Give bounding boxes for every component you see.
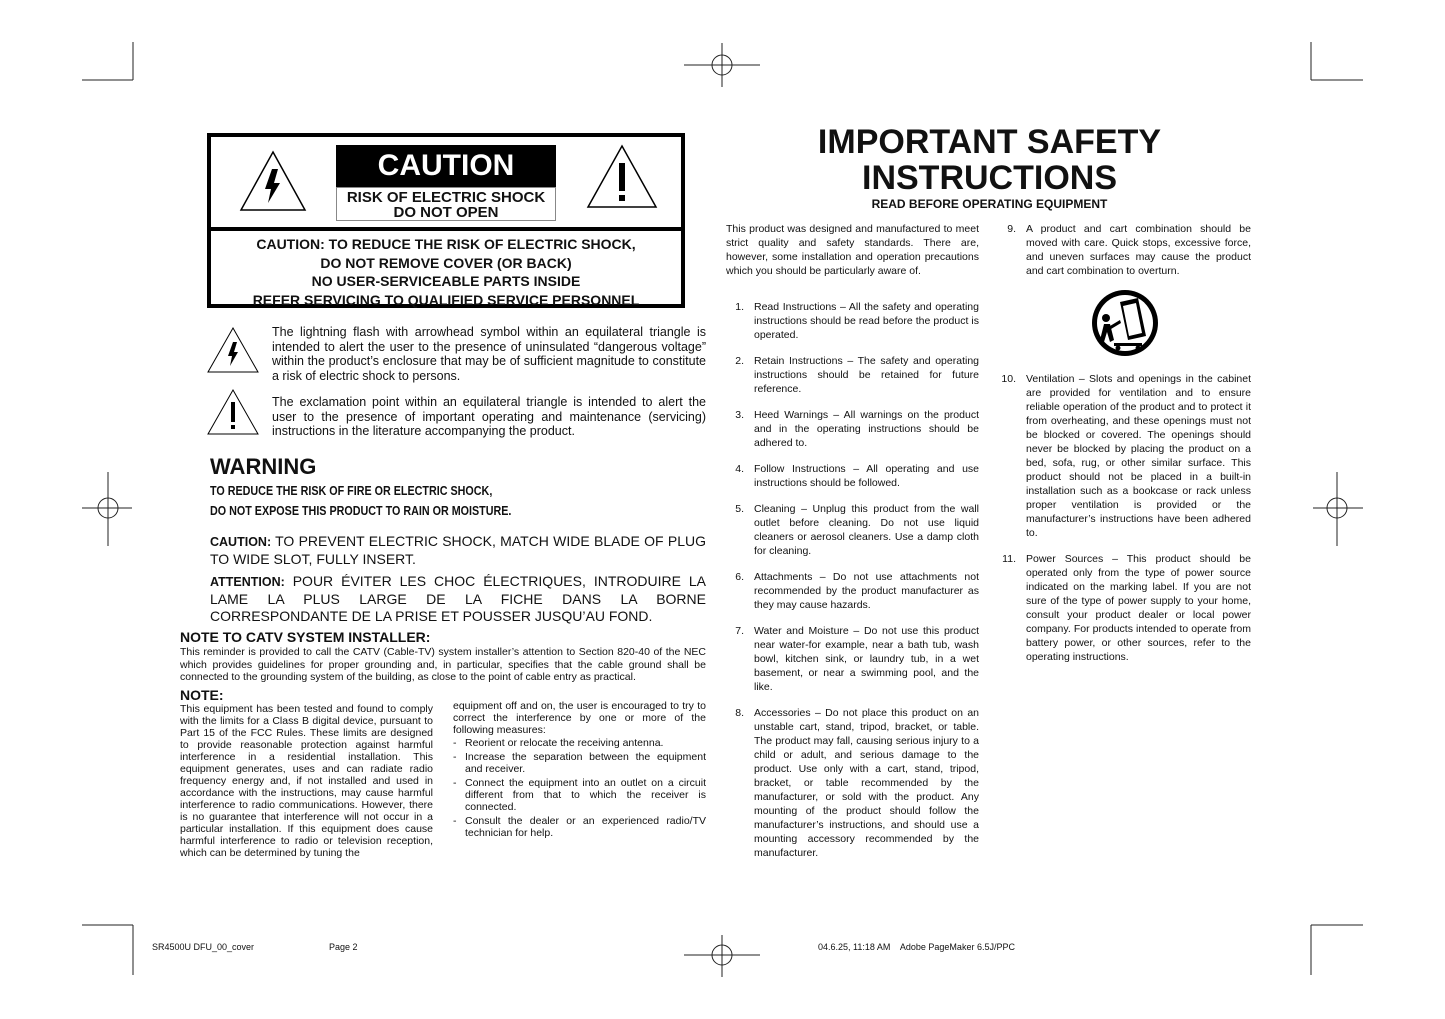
- attention-plug-label: ATTENTION:: [210, 575, 285, 589]
- safety-intro: This product was designed and manufactured to meet strict quality and safety standards. There are, however, some installation and operation precautions which you should be particularly aware of.: [726, 223, 979, 277]
- warning-line1: TO REDUCE THE RISK OF FIRE OR ELECTRIC SHOCK,: [210, 484, 493, 498]
- caution-title: CAUTION: [336, 145, 556, 187]
- warning-title: WARNING: [210, 454, 317, 479]
- list-item: - Consult the dealer or an experienced radio/TV technician for help.: [453, 815, 706, 839]
- exclamation-triangle-icon: [206, 388, 260, 436]
- lightning-explanation: The lightning flash with arrowhead symbol within an equilateral triangle is intended to alert the user to the presence of uninsulated “dangerous voltage” within the product’s enclosure that may be of sufficient magnitude to constitute a risk of electric shock to persons.: [272, 325, 706, 383]
- exclamation-warning-icon: [585, 143, 659, 211]
- catv-text: This reminder is provided to call the CATV (Cable-TV) system installer’s attention to Section 820-40 of the NEC which provides guidelines for proper grounding and, in particular, specifies that the cable ground shall be connected to the grounding system of the building, as close to the point of cable entry as practical.: [180, 646, 706, 683]
- lightning-triangle-icon: [206, 326, 260, 374]
- list-item: - Reorient or relocate the receiving antenna.: [453, 737, 706, 749]
- cart-warning-icon: [1090, 288, 1160, 358]
- note-col2: [453, 700, 706, 841]
- warning-line2: DO NOT EXPOSE THIS PRODUCT TO RAIN OR MOISTURE.: [210, 504, 512, 518]
- exclamation-explanation: The exclamation point within an equilateral triangle is intended to alert the user to the presence of important operating and maintenance (servicing) instructions in the literature accompanying the product.: [272, 395, 706, 438]
- caution-box: [207, 133, 685, 308]
- caution-subtitle-line2: DO NOT OPEN: [393, 204, 499, 221]
- caution-line: NO USER-SERVICEABLE PARTS INSIDE: [311, 273, 581, 289]
- caution-line: CAUTION: TO REDUCE THE RISK OF ELECTRIC SHOCK,: [256, 236, 636, 252]
- safety-title-line1: IMPORTANT SAFETY: [817, 123, 1162, 161]
- caution-plug-notice: [210, 533, 706, 568]
- note-col1: This equipment has been tested and found to comply with the limits for a Class B digital device, pursuant to Part 15 of the FCC Rules. These limits are designed to provide reasonable protection against harmful interference in a residential installation. This equipment generates, uses and can radiate radio frequency energy and, if not installed and used in accordance with the instructions, may cause harmful interference to radio communications. However, there is no guarantee that interference will not occur in a particular installation. If this equipment does cause harmful interference to radio or television reception, which can be determined by tuning the: [180, 703, 433, 859]
- lightning-warning-icon: [238, 149, 308, 213]
- catv-title: NOTE TO CATV SYSTEM INSTALLER:: [180, 629, 431, 645]
- caution-subtitle: [336, 187, 556, 221]
- safety-title-line2: INSTRUCTIONS: [862, 159, 1117, 197]
- caution-plug-label: CAUTION:: [210, 535, 272, 549]
- attention-plug-text: POUR ÉVITER LES CHOC ÉLECTRIQUES, INTRODUIRE LA LAME LA PLUS LARGE DE LA FICHE DANS LA BORNE CORRESPONDANTE DE LA PRISE ET POUSSER JUSQU’AU FOND.: [210, 573, 706, 624]
- footer-stamp: 04.6.25, 11:18 AM Adobe PageMaker 6.5J/PPC: [818, 942, 1015, 952]
- footer-file: SR4500U DFU_00_cover: [152, 942, 255, 952]
- interference-measures-list: [453, 737, 706, 839]
- safety-title: [728, 124, 1251, 196]
- attention-plug-notice: [210, 573, 706, 625]
- caution-line: DO NOT REMOVE COVER (OR BACK): [320, 254, 572, 271]
- caution-divider: [211, 227, 681, 231]
- footer-page: Page 2: [329, 942, 358, 952]
- note-col2-intro: equipment off and on, the user is encouraged to try to correct the interference by one or more of the following measures:: [453, 700, 706, 736]
- note-title: NOTE:: [180, 687, 224, 703]
- caution-line: REFER SERVICING TO QUALIFIED SERVICE PERSONNEL: [252, 291, 640, 308]
- list-item: - Increase the separation between the equipment and receiver.: [453, 751, 706, 775]
- safety-subtitle: READ BEFORE OPERATING EQUIPMENT: [871, 197, 1108, 211]
- list-item: - Connect the equipment into an outlet on a circuit different from that to which the receiver is connected.: [453, 777, 706, 813]
- caution-plug-text: TO PREVENT ELECTRIC SHOCK, MATCH WIDE BLADE OF PLUG TO WIDE SLOT, FULLY INSERT.: [210, 533, 706, 567]
- caution-lines: [211, 235, 681, 309]
- caution-subtitle-line1: RISK OF ELECTRIC SHOCK: [346, 189, 546, 206]
